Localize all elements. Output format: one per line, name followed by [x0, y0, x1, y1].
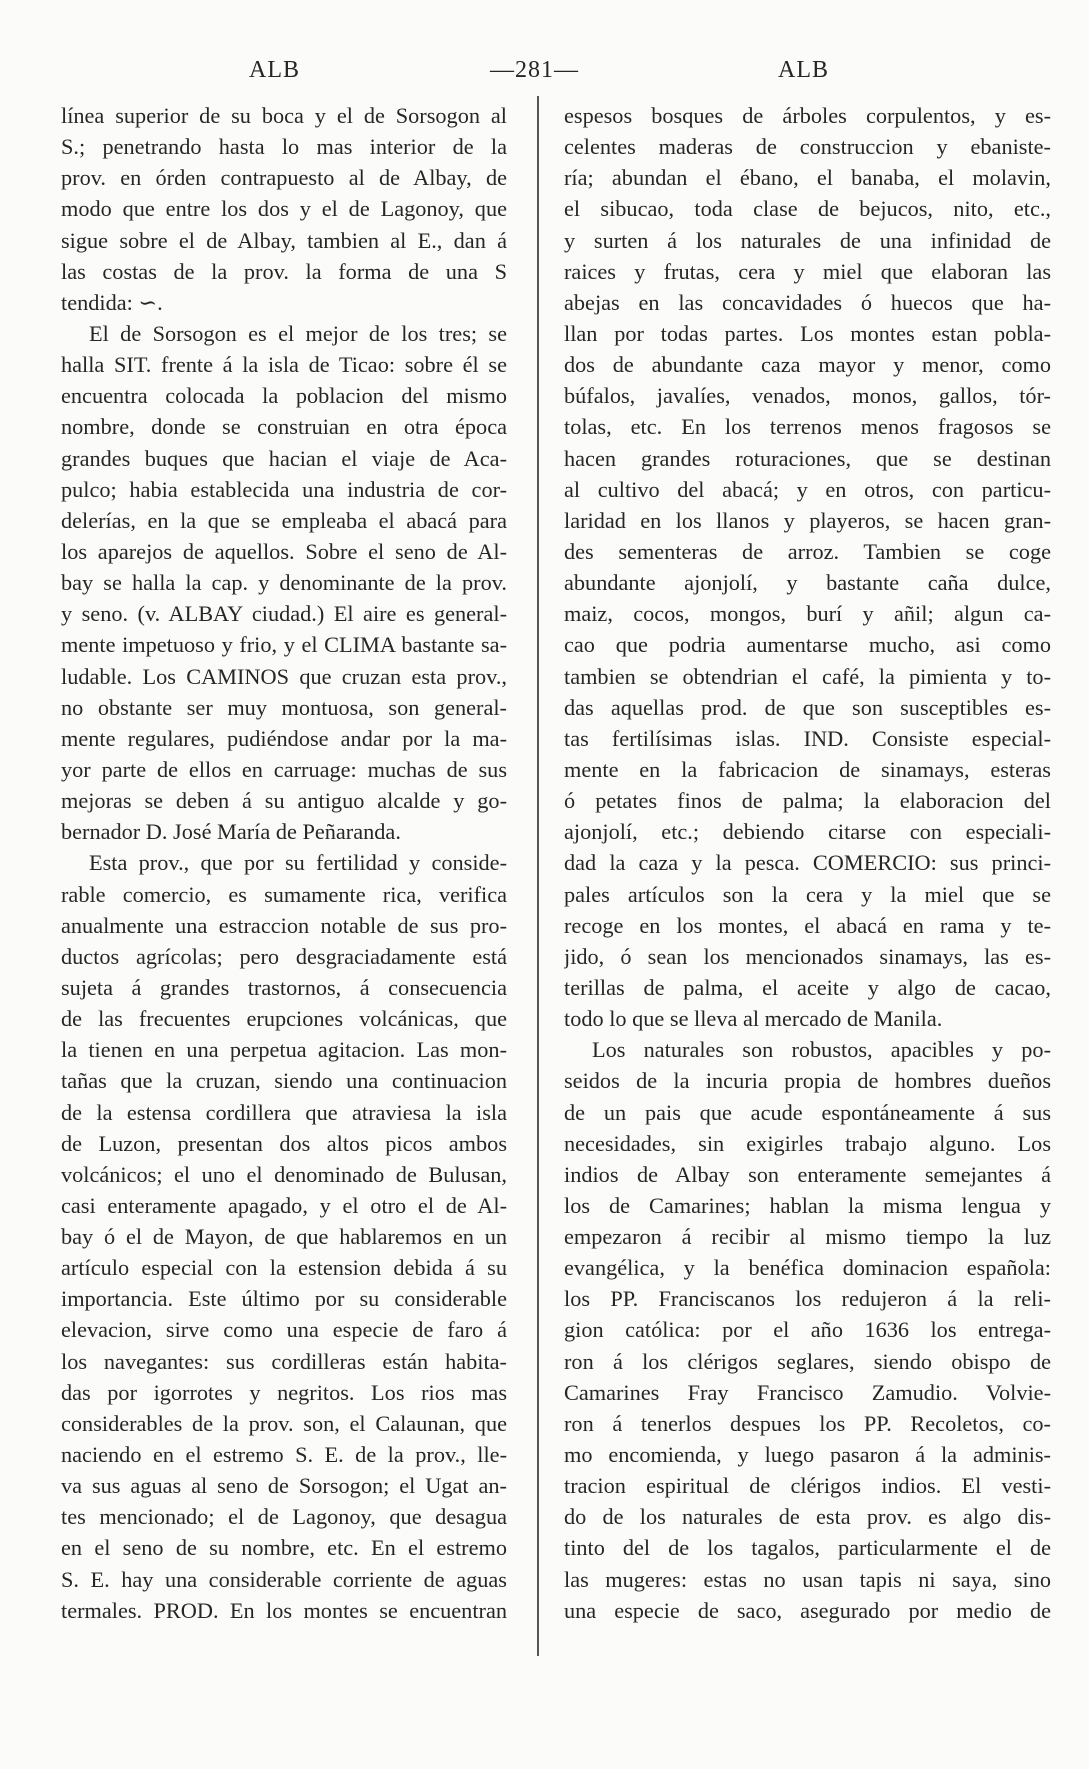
- text-line: evangélica, y la benéfica dominacion española:: [564, 1255, 1051, 1281]
- text-line: das aquellas prod. de que son susceptibles es-: [564, 694, 1051, 720]
- text-line: mo encomienda, y luego pasaron á la adminis-: [564, 1442, 1051, 1468]
- text-line: hacen grandes roturaciones, que se destinan: [564, 445, 1051, 471]
- text-line: una especie de saco, asegurado por medio de: [564, 1597, 1051, 1623]
- text-line: de un pais que acude espontáneamente á sus: [564, 1099, 1051, 1125]
- text-line: indios de Albay son enteramente semejantes á: [564, 1161, 1051, 1187]
- text-line: volcánicos; el uno el denominado de Bulusan,: [61, 1161, 507, 1187]
- text-line: dad la caza y la pesca. COMERCIO: sus princi-: [564, 850, 1051, 876]
- running-header: [0, 57, 1089, 91]
- text-line: línea superior de su boca y el de Sorsogon al: [61, 103, 507, 128]
- text-line: pulco; habia establecida una industria de cor-: [61, 476, 507, 502]
- text-line: ó petates finos de palma; la elaboracion del: [564, 788, 1051, 814]
- right-column: [564, 100, 1051, 1626]
- text-line: abejas en las concavidades ó huecos que ha-: [564, 289, 1051, 315]
- text-line: las costas de la prov. la forma de una S: [61, 258, 507, 284]
- text-line: Los naturales son robustos, apacibles y po-: [592, 1037, 1051, 1063]
- text-line: los aparejos de aquellos. Sobre el seno de Al-: [61, 538, 507, 564]
- text-line: rable comercio, es sumamente rica, verifica: [61, 881, 507, 907]
- text-line: raices y frutas, cera y miel que elaboran las: [564, 258, 1051, 284]
- text-line: nombre, donde se construian en otra época: [61, 414, 507, 440]
- text-line: encuentra colocada la poblacion del mismo: [61, 383, 507, 409]
- text-line: al cultivo del abacá; y en otros, con particu-: [564, 476, 1051, 502]
- text-line: do de los naturales de esta prov. es algo dis-: [564, 1504, 1051, 1530]
- text-line: y surten á los naturales de una infinidad de: [564, 227, 1051, 253]
- text-line: recoge en los montes, el abacá en rama y te-: [564, 912, 1051, 938]
- text-line: ría; abundan el ébano, el banaba, el molavin,: [564, 165, 1051, 191]
- text-line: El de Sorsogon es el mejor de los tres; se: [89, 320, 507, 346]
- text-line: el sibucao, toda clase de bejucos, nito, etc.,: [564, 196, 1051, 222]
- text-line: seidos de la incuria propia de hombres dueños: [564, 1068, 1051, 1094]
- text-line: llan por todas partes. Los montes estan pobla-: [564, 320, 1051, 346]
- text-line: tracion espiritual de clérigos indios. El vesti-: [564, 1473, 1051, 1499]
- text-line: yor parte de ellos en carruage: muchas de sus: [61, 756, 507, 782]
- text-line: va sus aguas al seno de Sorsogon; el Ugat an-: [61, 1473, 507, 1499]
- text-line: tolas, etc. En los terrenos menos fragosos se: [564, 414, 1051, 440]
- text-line: los PP. Franciscanos los redujeron á la reli-: [564, 1286, 1051, 1312]
- text-line: artículo especial con la estension debida á su: [61, 1255, 507, 1281]
- text-line: prov. en órden contrapuesto al de Albay, de: [61, 165, 507, 191]
- text-line: búfalos, javalíes, venados, monos, gallos, tór-: [564, 383, 1051, 409]
- column-divider: [537, 96, 539, 1656]
- text-line: ductos agrícolas; pero desgraciadamente está: [61, 943, 507, 969]
- text-line: ludable. Los CAMINOS que cruzan esta prov.,: [61, 663, 507, 689]
- text-line: des sementeras de arroz. Tambien se coge: [564, 538, 1051, 564]
- text-line: necesidades, sin exigirles trabajo alguno. Los: [564, 1130, 1051, 1156]
- text-line: y seno. (v. ALBAY ciudad.) El aire es general-: [61, 601, 507, 627]
- text-line: abundante ajonjolí, y bastante caña dulce,: [564, 570, 1051, 596]
- text-line: Esta prov., que por su fertilidad y conside-: [89, 850, 507, 876]
- text-line: la tienen en una perpetua agitacion. Las mon-: [61, 1037, 507, 1063]
- text-line: dos de abundante caza mayor y menor, como: [564, 352, 1051, 378]
- text-line: de Luzon, presentan dos altos picos ambos: [61, 1130, 507, 1156]
- text-line: tes mencionado; el de Lagonoy, que desagua: [61, 1504, 507, 1530]
- text-line: tas fertilísimas islas. IND. Consiste especial-: [564, 725, 1051, 751]
- text-line: los de Camarines; hablan la misma lengua y: [564, 1192, 1051, 1218]
- text-line: S. E. hay una considerable corriente de aguas: [61, 1566, 507, 1592]
- text-line: termales. PROD. En los montes se encuentran: [61, 1597, 507, 1623]
- text-line: bay se halla la cap. y denominante de la prov.: [61, 570, 507, 596]
- text-line: cao que podria aumentarse mucho, asi como: [564, 632, 1051, 658]
- text-line: ron á tenerlos despues los PP. Recoletos, co-: [564, 1410, 1051, 1436]
- text-line: ron á los clérigos seglares, siendo obispo de: [564, 1348, 1051, 1374]
- text-line: Camarines Fray Francisco Zamudio. Volvie-: [564, 1379, 1051, 1405]
- text-line: S.; penetrando hasta lo mas interior de la: [61, 134, 507, 160]
- text-line: tañas que la cruzan, siendo una continuacion: [61, 1068, 507, 1094]
- text-line: de la estensa cordillera que atraviesa la isla: [61, 1099, 507, 1125]
- text-line: naciendo en el estremo S. E. de la prov., lle-: [61, 1442, 507, 1468]
- text-line: bernador D. José María de Peñaranda.: [61, 819, 401, 845]
- header-left: ALB: [249, 57, 300, 83]
- text-line: mente en la fabricacion de sinamays, esteras: [564, 756, 1051, 782]
- text-line: mente impetuoso y frio, y el CLIMA bastante sa-: [61, 632, 507, 658]
- text-line: laridad en los llanos y playeros, se hacen gran-: [564, 507, 1051, 533]
- text-line: maiz, cocos, mongos, burí y añil; algun ca-: [564, 601, 1051, 627]
- text-line: pales artículos son la cera y la miel que se: [564, 881, 1051, 907]
- text-line: mente regulares, pudiéndose andar por la ma-: [61, 725, 507, 751]
- text-line: grandes buques que hacian el viaje de Aca-: [61, 445, 507, 471]
- text-line: no obstante ser muy montuosa, son general-: [61, 694, 507, 720]
- text-line: mejoras se deben á su antiguo alcalde y go-: [61, 788, 507, 814]
- text-line: tambien se obtendrian el café, la pimienta y to-: [564, 663, 1051, 689]
- text-line: considerables de la prov. son, el Calaunan, que: [61, 1410, 507, 1436]
- text-line: celentes maderas de construccion y ebaniste-: [564, 134, 1051, 160]
- text-line: todo lo que se lleva al mercado de Manila.: [564, 1006, 943, 1032]
- text-line: anualmente una estraccion notable de sus pro-: [61, 912, 507, 938]
- text-line: sigue sobre el de Albay, tambien al E., dan á: [61, 227, 507, 253]
- text-line: sujeta á grandes trastornos, á consecuencia: [61, 974, 507, 1000]
- text-line: elevacion, sirve como una especie de faro á: [61, 1317, 507, 1343]
- text-line: de las frecuentes erupciones volcánicas, que: [61, 1006, 507, 1032]
- text-line: espesos bosques de árboles corpulentos, y es-: [564, 103, 1051, 128]
- text-line: tendida: ∽.: [61, 289, 163, 315]
- page-number: —281—: [490, 57, 579, 83]
- text-line: ajonjolí, etc.; debiendo citarse con especiali-: [564, 819, 1051, 845]
- text-line: en el seno de su nombre, etc. En el estremo: [61, 1535, 507, 1561]
- text-line: bay ó el de Mayon, de que hablaremos en un: [61, 1224, 507, 1250]
- text-line: gion católica: por el año 1636 los entrega-: [564, 1317, 1051, 1343]
- text-line: halla SIT. frente á la isla de Ticao: sobre él se: [61, 352, 507, 378]
- text-line: modo que entre los dos y el de Lagonoy, que: [61, 196, 507, 222]
- text-line: importancia. Este último por su considerable: [61, 1286, 507, 1312]
- text-line: delerías, en la que se empleaba el abacá para: [61, 507, 507, 533]
- text-line: jido, ó sean los mencionados sinamays, las es-: [564, 943, 1051, 969]
- header-right: ALB: [778, 57, 829, 83]
- text-line: das por igorrotes y negritos. Los rios mas: [61, 1379, 507, 1405]
- left-column: [61, 100, 507, 1626]
- text-line: tinto del de los tagalos, particularmente el de: [564, 1535, 1051, 1561]
- text-line: empezaron á recibir al mismo tiempo la luz: [564, 1224, 1051, 1250]
- text-line: las mugeres: estas no usan tapis ni saya, sino: [564, 1566, 1051, 1592]
- text-line: terillas de palma, el aceite y algo de cacao,: [564, 974, 1051, 1000]
- text-line: los navegantes: sus cordilleras están habita-: [61, 1348, 507, 1374]
- text-line: casi enteramente apagado, y el otro el de Al-: [61, 1192, 507, 1218]
